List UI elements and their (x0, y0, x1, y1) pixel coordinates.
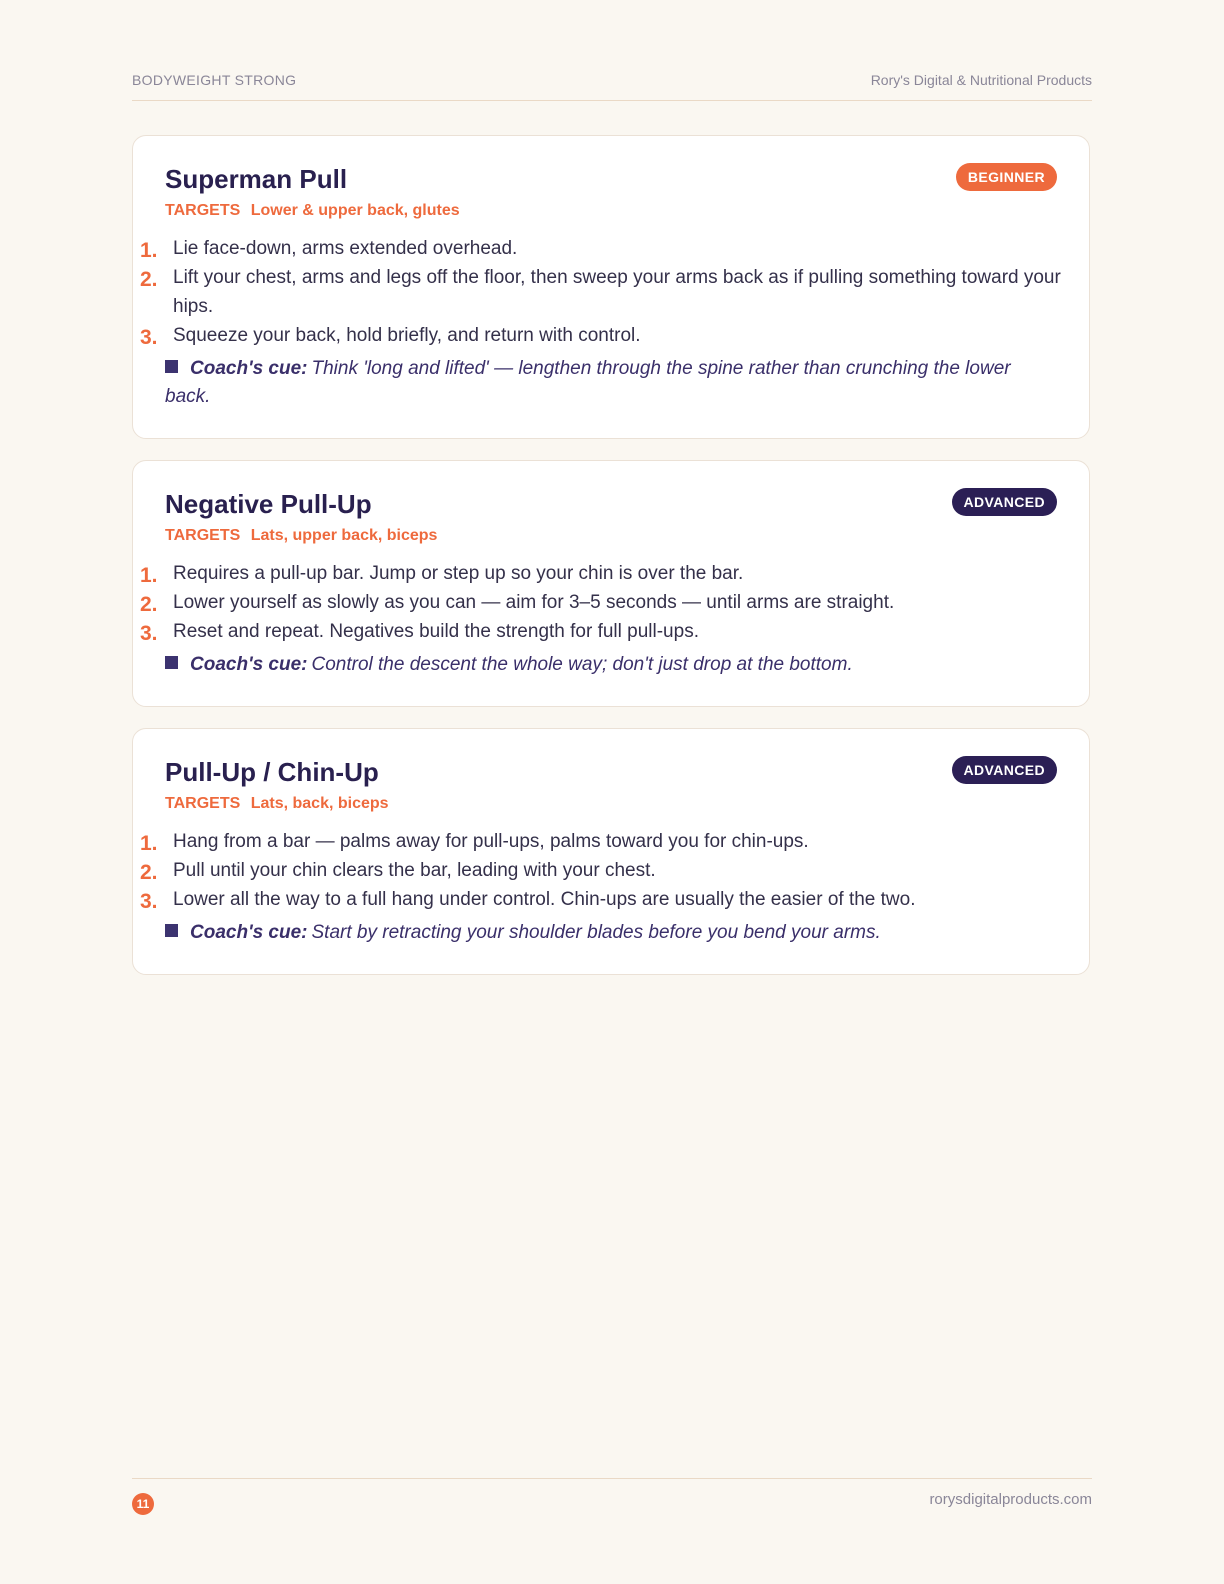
step-text: Requires a pull-up bar. Jump or step up so your chin is over the bar. (173, 563, 744, 584)
exercise-title: Pull-Up / Chin-Up (165, 757, 379, 787)
coach-cue-text: Think 'long and lifted' — lengthen through the spine rather than crunching the lower back. (165, 358, 1011, 407)
level-badge: BEGINNER (956, 163, 1057, 191)
step-number: 2. (140, 861, 158, 884)
coach-cue-text: Start by retracting your shoulder blades before you bend your arms. (311, 922, 881, 943)
step-number: 1. (140, 832, 158, 855)
step-item (133, 234, 1089, 263)
publisher-name: Rory's Digital & Nutritional Products (870, 72, 1092, 88)
targets-label: TARGETS (165, 202, 241, 219)
level-badge: ADVANCED (952, 488, 1058, 516)
targets-label: TARGETS (165, 795, 241, 812)
page-header (132, 70, 1092, 101)
step-item (133, 588, 1089, 617)
step-item (133, 885, 1089, 914)
page-footer (132, 1478, 1092, 1519)
exercise-card-negative-pull-up (132, 460, 1090, 707)
step-item (133, 827, 1089, 856)
step-number: 1. (140, 239, 158, 262)
coach-cue-label: Coach's cue: (190, 654, 308, 675)
step-item (133, 856, 1089, 885)
targets-line (165, 202, 460, 220)
coach-cue (165, 355, 1057, 411)
step-number: 1. (140, 564, 158, 587)
coach-cue-label: Coach's cue: (190, 358, 308, 379)
steps-list (133, 559, 1089, 646)
step-number: 3. (140, 622, 158, 645)
steps-list (133, 827, 1089, 914)
step-text: Squeeze your back, hold briefly, and return with control. (173, 325, 641, 346)
square-bullet-icon (165, 924, 178, 937)
targets-value: Lats, back, biceps (250, 795, 389, 812)
step-text: Lower all the way to a full hang under control. Chin-ups are usually the easier of the two. (173, 889, 916, 910)
step-item (133, 559, 1089, 588)
step-number: 3. (140, 890, 158, 913)
targets-label: TARGETS (165, 527, 241, 544)
step-text: Lie face-down, arms extended overhead. (173, 238, 518, 259)
step-item (133, 617, 1089, 646)
coach-cue-label: Coach's cue: (190, 922, 308, 943)
square-bullet-icon (165, 656, 178, 669)
square-bullet-icon (165, 360, 178, 373)
website-url: rorysdigitalproducts.com (929, 1491, 1092, 1508)
targets-value: Lats, upper back, biceps (250, 527, 438, 544)
step-text: Reset and repeat. Negatives build the strength for full pull-ups. (173, 621, 699, 642)
targets-value: Lower & upper back, glutes (250, 202, 460, 219)
step-number: 2. (140, 268, 158, 291)
step-item (133, 263, 1089, 321)
coach-cue-text: Control the descent the whole way; don't just drop at the bottom. (311, 654, 853, 675)
step-text: Pull until your chin clears the bar, leading with your chest. (173, 860, 656, 881)
exercise-title: Superman Pull (165, 164, 348, 194)
level-badge: ADVANCED (952, 756, 1058, 784)
step-item (133, 321, 1089, 350)
exercise-card-pull-up-chin-up (132, 728, 1090, 975)
steps-list (133, 234, 1089, 350)
step-text: Hang from a bar — palms away for pull-ups, palms toward you for chin-ups. (173, 831, 809, 852)
book-title: BODYWEIGHT STRONG (132, 72, 297, 88)
exercise-card-superman-pull (132, 135, 1090, 439)
step-number: 2. (140, 593, 158, 616)
step-text: Lift your chest, arms and legs off the floor, then sweep your arms back as if pulling something toward your hips. (173, 267, 1061, 317)
targets-line (165, 795, 389, 813)
coach-cue (165, 651, 1057, 679)
exercise-title: Negative Pull-Up (165, 489, 372, 519)
page-number-badge: 11 (132, 1493, 154, 1515)
step-text: Lower yourself as slowly as you can — aim for 3–5 seconds — until arms are straight. (173, 592, 895, 613)
coach-cue (165, 919, 1057, 947)
targets-line (165, 527, 437, 545)
step-number: 3. (140, 326, 158, 349)
